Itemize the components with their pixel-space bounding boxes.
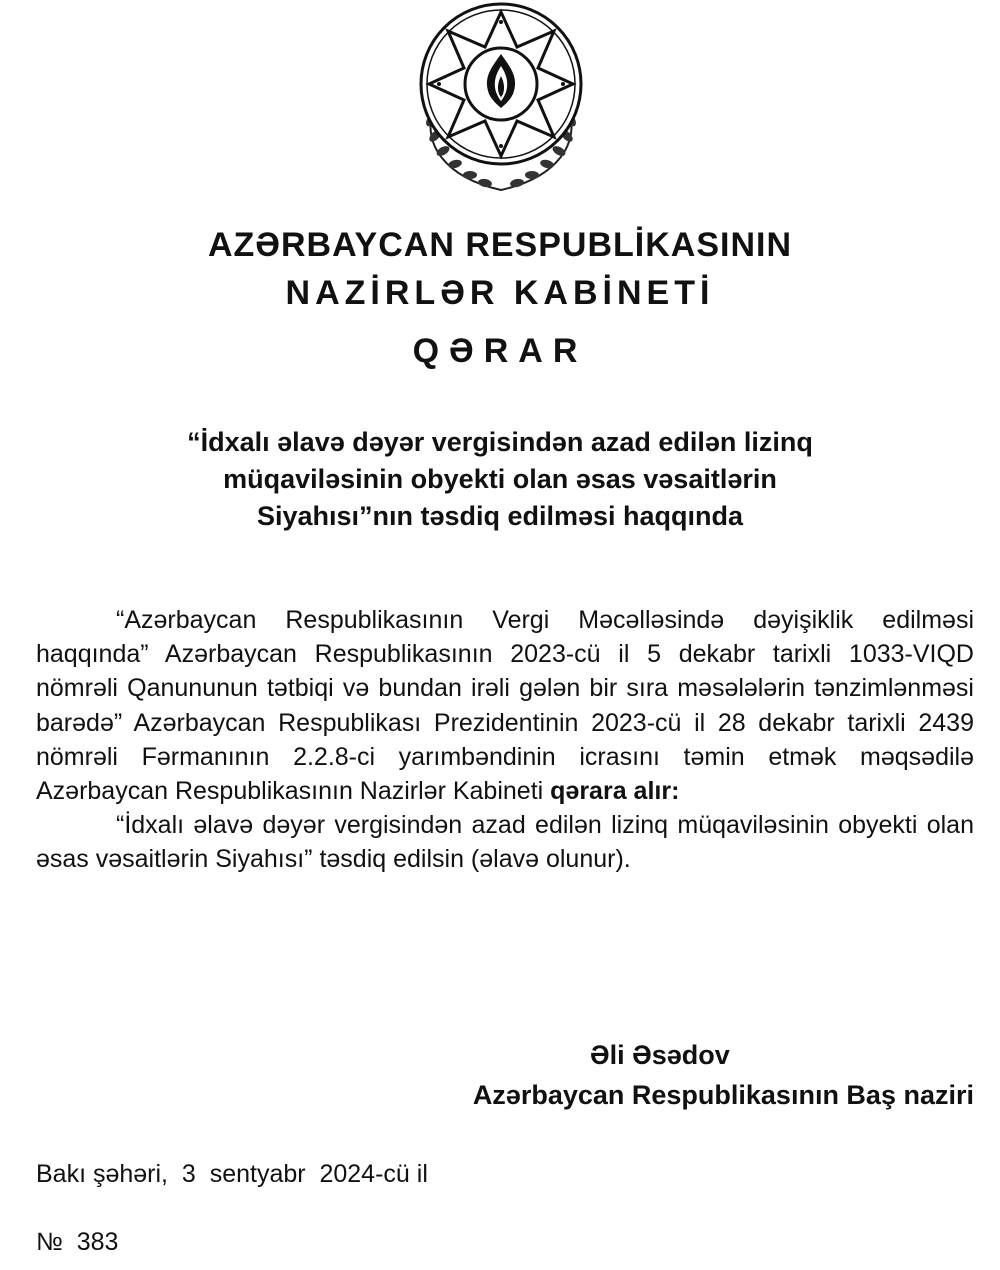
state-emblem-icon [413,2,589,194]
body-paragraph-1-text: “Azərbaycan Respublikasının Vergi Məcəlləsində dəyişiklik edilməsi haqqında” Azərbaycan Respublikasının 2023-cü il 5 dekabr tarixli 1033-VIQD nömrəli Qanununun tətbiqi və bundan irəli gələn bir sıra məsələlərin tənzimlənməsi barədə” Azərbaycan Respublikası Prezidentinin 2023-cü il 28 dekabr tarixli 2439 nömrəli Fərmanının 2.2.8-ci yarımbəndinin icrasını təmin etmək məqsədilə Azərbaycan Respublikasının Nazirlər Kabineti [36,606,974,806]
header-decision: QƏRAR [412,332,588,370]
document-title [0,424,1000,535]
document-body [36,603,974,877]
signatory-position: Azərbaycan Respublikasının Baş naziri [472,1080,974,1110]
signatory-name: Əli Əsədov [590,1040,730,1070]
body-paragraph-1 [36,603,974,808]
document-number: № 383 [36,1228,119,1256]
place-and-date: Bakı şəhəri, 3 sentyabr 2024-cü il [36,1160,428,1188]
title-line-2: müqaviləsinin obyekti olan əsas vəsaitlərin [223,464,777,494]
header-cabinet: NAZİRLƏR KABİNETİ [285,274,715,312]
body-paragraph-2: “İdxalı əlavə dəyər vergisindən azad edilən lizinq müqaviləsinin obyekti olan əsas vəsaitlərin Siyahısı” təsdiq edilsin (əlavə olunur). [36,811,974,874]
decision-emphasis: qərara alır: [550,777,680,806]
header-republic: AZƏRBAYCAN RESPUBLİKASININ [207,226,793,264]
title-line-3: Siyahısı”nın təsdiq edilməsi haqqında [256,501,744,531]
title-line-1: “İdxalı əlavə dəyər vergisindən azad edilən lizinq [187,427,813,457]
